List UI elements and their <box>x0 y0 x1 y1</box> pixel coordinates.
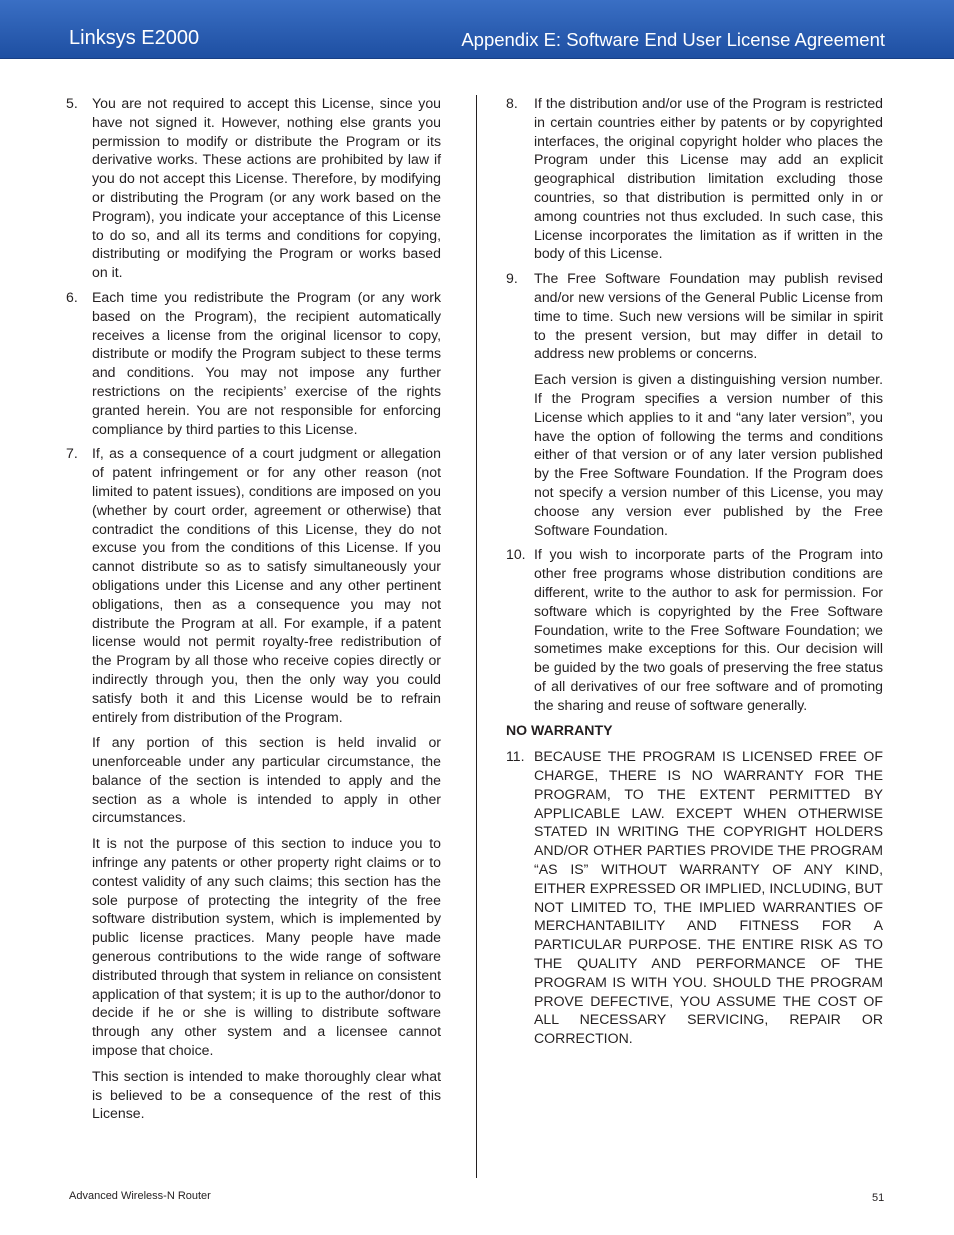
right-column <box>506 94 883 1054</box>
item-number: 6. <box>66 288 78 305</box>
item-number: 10. <box>506 546 526 563</box>
item-paragraph: BECAUSE THE PROGRAM IS LICENSED FREE OF CHARGE, THERE IS NO WARRANTY FOR THE PROGRAM, TO THE EXTENT PERMITTED BY APPLICABLE LAW. EXCEPT WHEN OTHERWISE STATED IN WRITING THE COPYRIGHT HOLDERS AND/OR OTHER PARTIES PROVIDE THE PROGRAM “AS IS” WITHOUT WARRANTY OF ANY KIND, EITHER EXPRESSED OR IMPLIED, INCLUDING, BUT NOT LIMITED TO, THE IMPLIED WARRANTIES OF MERCHANTABILITY AND FITNESS FOR A PARTICULAR PURPOSE. THE ENTIRE RISK AS TO THE QUALITY AND PERFORMANCE OF THE PROGRAM IS WITH YOU. SHOULD THE PROGRAM PROVE DEFECTIVE, YOU ASSUME THE COST OF ALL NECESSARY SERVICING, REPAIR OR CORRECTION. <box>534 748 883 1047</box>
section-title: Appendix E: Software End User License Agreement <box>461 29 885 50</box>
brand-title: Linksys E2000 <box>69 27 200 49</box>
license-item-11 <box>506 747 883 1048</box>
item-paragraph: If any portion of this section is held invalid or unenforceable under any particular circumstance, the balance of the section is intended to apply and the section as a whole is intended to apply in other circumstances. <box>92 734 441 826</box>
item-paragraph: Each version is given a distinguishing version number. If the Program specifies a version number of this License which applies to it and “any later version”, you have the option of following the terms and conditions either of that version or of any later version published by the Free Software Foundation. If the Program does not specify a version number of this License, you may choose any version ever published by the Free Software Foundation. <box>534 371 883 538</box>
license-item-9 <box>506 269 883 539</box>
item-paragraph: If, as a consequence of a court judgment or allegation of patent infringement or for any other reason (not limited to patent issues), conditions are imposed on you (whether by court order, agreement or otherwise) that contradict the conditions of this License, they do not excuse you from the conditions of this License. If you cannot distribute so as to satisfy simultaneously your obligations under this License and any other pertinent obligations, then as a consequence you may not distribute the Program at all. For example, if a patent license would not permit royalty-free redistribution of the Program by all those who receive copies directly or indirectly through you, then the only way you could satisfy both it and this License would be to refrain entirely from distribution of the Program. <box>92 445 441 725</box>
page-number: 51 <box>872 1192 885 1204</box>
item-number: 8. <box>506 95 518 111</box>
license-item-6 <box>66 288 441 438</box>
item-number: 11. <box>506 748 525 765</box>
item-paragraph: This section is intended to make thoroughly clear what is believed to be a consequence of the rest of this License. <box>92 1067 441 1122</box>
license-item-7 <box>66 444 441 1123</box>
item-number: 5. <box>66 95 78 111</box>
no-warranty-heading: NO WARRANTY <box>506 721 613 738</box>
page-header <box>0 0 954 59</box>
item-number: 7. <box>66 445 78 462</box>
item-paragraph: Each time you redistribute the Program (or any work based on the Program), the recipient automatically receives a license from the original licensor to copy, distribute or modify the Program subject to these terms and conditions. You may not impose any further restrictions on the recipients’ exercise of the rights granted herein. You are not responsible for enforcing compliance by third parties to this License. <box>92 288 441 437</box>
item-paragraph: If you wish to incorporate parts of the Program into other free programs whose distribution conditions are different, write to the author to ask for permission. For software which is copyrighted by the Free Software Foundation, write to the Free Software Foundation; we sometimes make exceptions for this. Our decision will be guided by the two goals of preserving the free status of all derivatives of our free software and of promoting the sharing and reuse of software generally. <box>534 546 883 713</box>
license-item-8 <box>506 94 883 263</box>
column-divider <box>476 95 477 1178</box>
item-number: 9. <box>506 270 518 287</box>
license-item-10 <box>506 545 883 714</box>
item-paragraph: If the distribution and/or use of the Program is restricted in certain countries either by patents or by copyrighted interfaces, the original copyright holder who places the Program under this License may add an explicit geographical distribution limitation excluding those countries, so that distribution is permitted only in or among countries not thus excluded. In such case, this License incorporates the limitation as if written in the body of this License. <box>534 95 883 262</box>
left-column <box>66 94 441 1129</box>
item-paragraph: The Free Software Foundation may publish revised and/or new versions of the General Public License from time to time. Such new versions will be similar in spirit to the present version, but may differ in detail to address new problems or concerns. <box>534 270 883 362</box>
item-paragraph: It is not the purpose of this section to induce you to infringe any patents or other property right claims or to contest validity of any such claims; this section has the sole purpose of protecting the integrity of the free software distribution system, which is implemented by public license practices. Many people have made generous contributions to the wide range of software distributed through that system in reliance on consistent application of that system; it is up to the author/donor to decide if he or she is willing to distribute software through any other system and a licensee cannot impose that choice. <box>92 835 441 1059</box>
footer-product: Advanced Wireless-N Router <box>69 1190 211 1202</box>
item-paragraph: You are not required to accept this License, since you have not signed it. However, nothing else grants you permission to modify or distribute the Program or its derivative works. These actions are prohibited by law if you do not accept this License. Therefore, by modifying or distributing the Program (or any work based on the Program), you indicate your acceptance of this License to do so, and all its terms and conditions for copying, distributing or modifying the Program or works based on it. <box>92 95 441 281</box>
license-item-5 <box>66 94 441 282</box>
